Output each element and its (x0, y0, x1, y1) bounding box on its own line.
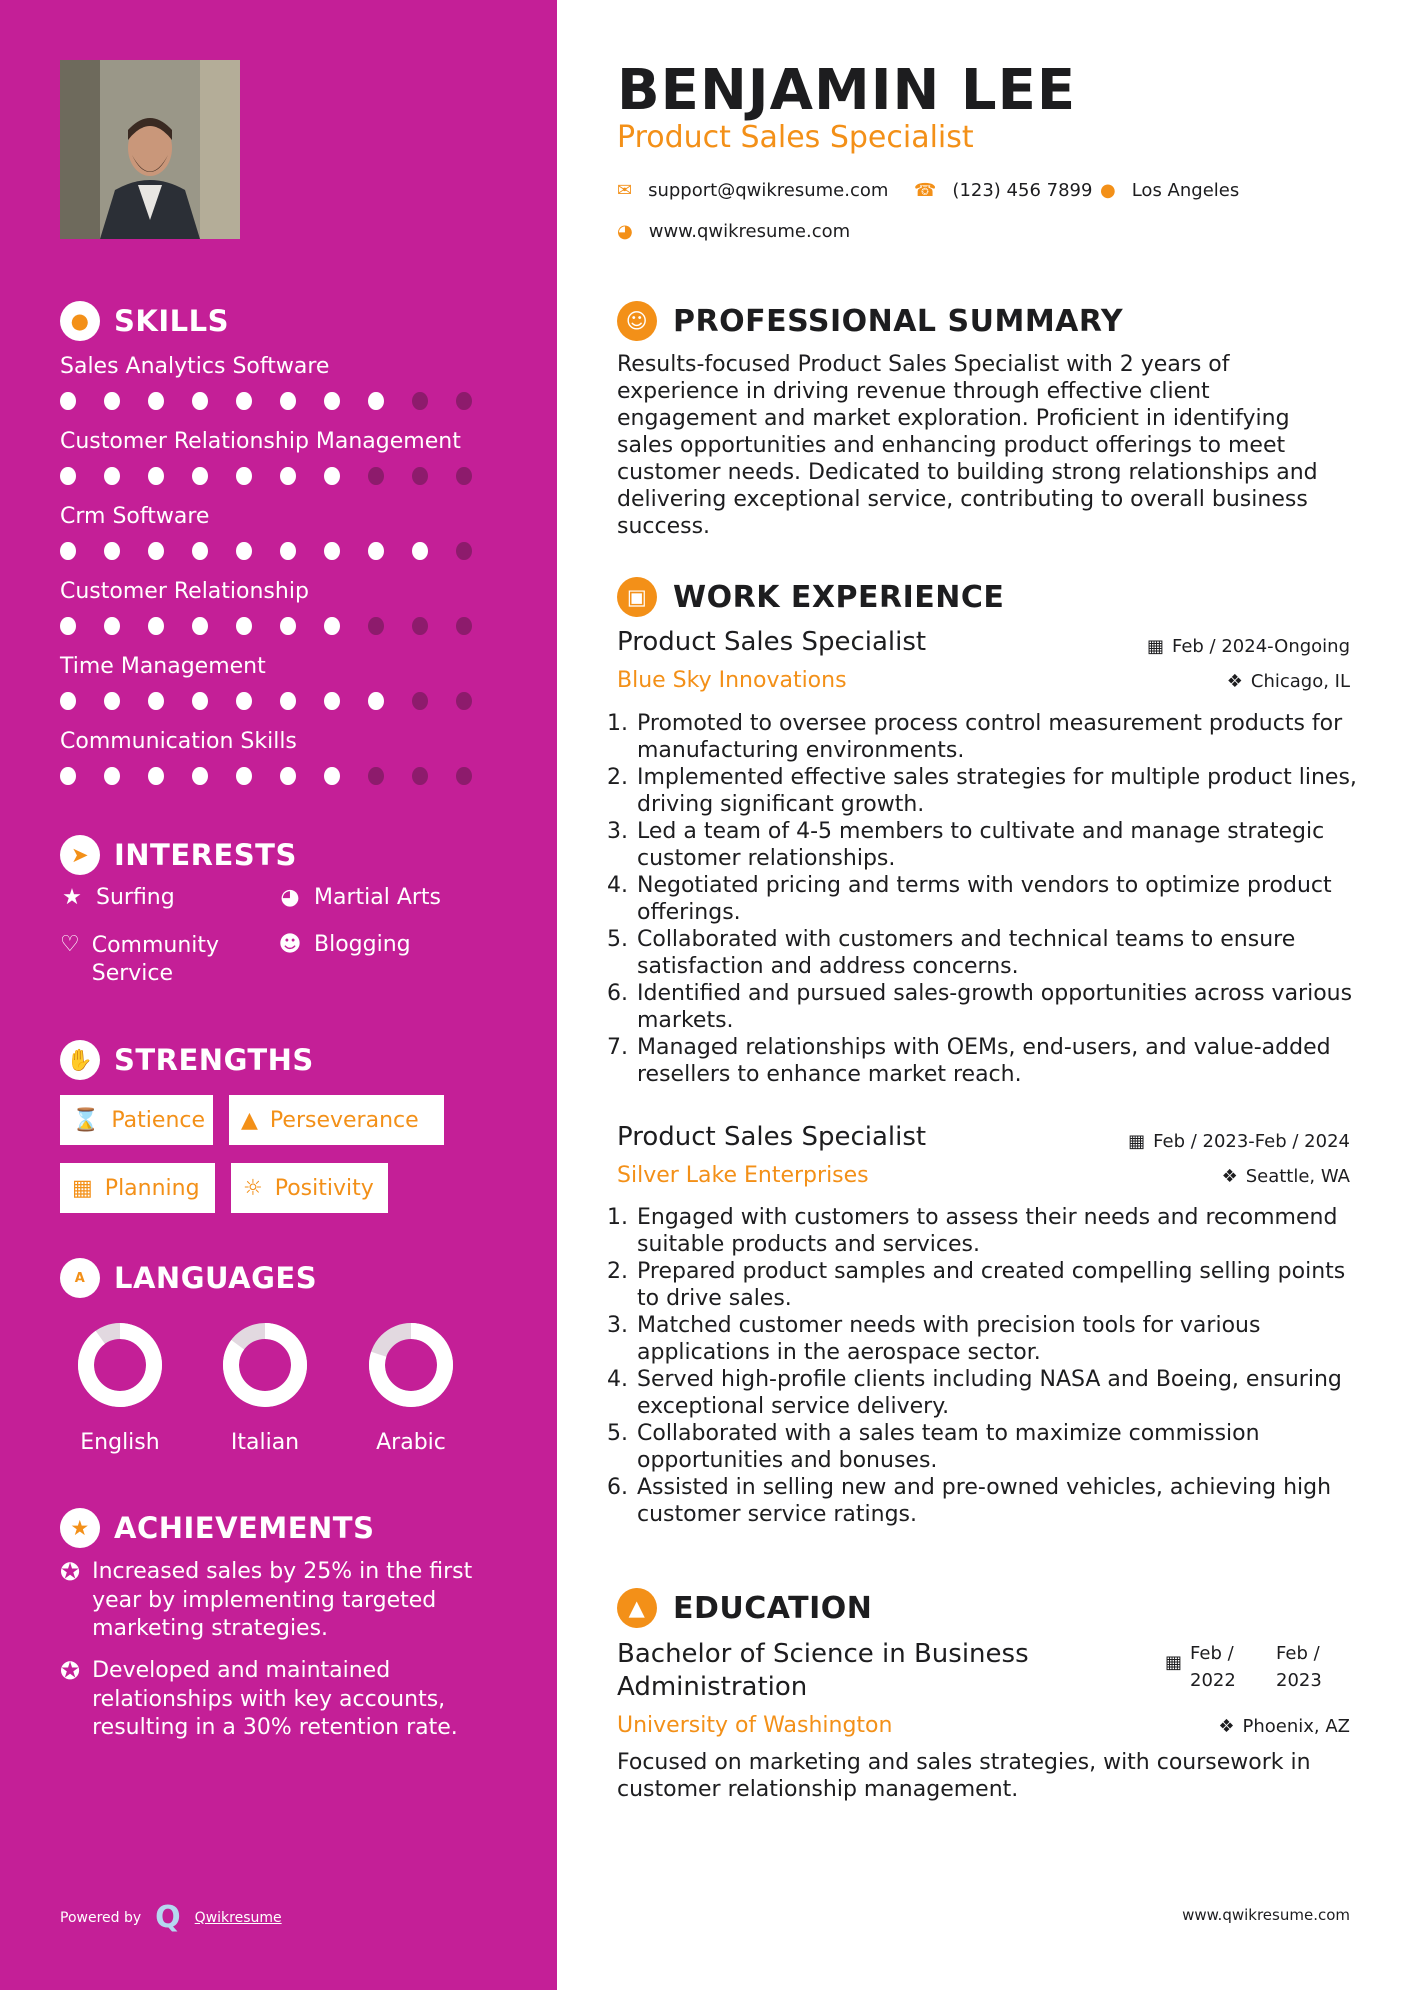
strength-chip (231, 1163, 388, 1213)
rating-dot (236, 767, 252, 785)
sun-icon: ☼ (243, 1175, 263, 1201)
website-text[interactable]: www.qwikresume.com (648, 221, 851, 242)
rating-dot (280, 617, 296, 635)
rating-dot (324, 542, 340, 560)
rating-dot (368, 542, 384, 560)
interest-label: Martial Arts (314, 885, 442, 910)
job-location (1222, 1166, 1350, 1187)
rating-dot (148, 692, 164, 710)
job-company: Blue Sky Innovations (617, 668, 847, 693)
rating-dot (280, 542, 296, 560)
strengths-title: STRENGTHS (114, 1043, 314, 1077)
school: University of Washington (617, 1713, 893, 1738)
rating-dot (280, 392, 296, 410)
fist-icon: ✋ (60, 1040, 100, 1080)
rating-dot (236, 467, 252, 485)
lightbulb-icon: ● (60, 301, 100, 341)
interest-label: Blogging (314, 932, 411, 957)
rating-dot (60, 767, 76, 785)
rating-dot (104, 392, 120, 410)
language-donut (220, 1320, 310, 1410)
rating-dot (456, 692, 472, 710)
star-badge-icon: ★ (60, 1508, 100, 1548)
strength-label: Positivity (274, 1175, 374, 1201)
skill-name: Time Management (60, 654, 266, 679)
sidebar (0, 0, 557, 1990)
rating-dot (324, 767, 340, 785)
bullet-item: 1. Engaged with customers to assess their needs and recommend suitable products and services. (635, 1204, 1370, 1258)
language-item (351, 1320, 471, 1455)
skill-name: Customer Relationship Management (60, 429, 461, 454)
strength-label: Perseverance (269, 1107, 419, 1133)
education-end: Feb / 2023 (1276, 1643, 1322, 1691)
experience-title: WORK EXPERIENCE (673, 579, 1005, 615)
users-icon: ☻ (278, 932, 302, 957)
rating-dot (368, 467, 384, 485)
rating-dot (412, 692, 428, 710)
skill-rating (60, 617, 500, 635)
graduation-icon: ▲ (617, 1588, 657, 1628)
powered-label: Powered by (60, 1909, 142, 1926)
language-name: Arabic (376, 1430, 446, 1455)
rating-dot (148, 542, 164, 560)
job-title: Product Sales Specialist (617, 1122, 927, 1152)
phone-text: (123) 456 7899 (952, 180, 1093, 201)
interests-title: INTERESTS (114, 838, 297, 872)
rating-dot (368, 392, 384, 410)
rating-dot (324, 392, 340, 410)
rating-dot (456, 467, 472, 485)
rating-dot (324, 467, 340, 485)
rating-dot (368, 617, 384, 635)
bullet-item: 2. Prepared product samples and created compelling selling points to drive sales. (635, 1258, 1370, 1312)
job-dates (1147, 636, 1350, 657)
languages-title: LANGUAGES (114, 1261, 318, 1295)
rating-dot (412, 542, 428, 560)
achievement-text: Developed and maintained relationships with key accounts, resulting in a 30% retention rate. (92, 1658, 458, 1740)
pushpin-icon: ❖ (1221, 1166, 1238, 1187)
qwikresume-link[interactable]: Qwikresume (194, 1909, 282, 1926)
rating-dot (60, 467, 76, 485)
rating-dot (236, 542, 252, 560)
rating-dot (60, 542, 76, 560)
rating-dot (412, 617, 428, 635)
degree: Bachelor of Science in Business Administration (617, 1639, 1029, 1702)
rating-dot (236, 392, 252, 410)
language-donut (75, 1320, 165, 1410)
candidate-name: BENJAMIN LEE (617, 58, 1077, 123)
bullet-item: 3. Matched customer needs with precision tools for various applications in the aerospace sector. (635, 1312, 1370, 1366)
language-donut (366, 1320, 456, 1410)
achievements-title: ACHIEVEMENTS (114, 1511, 375, 1545)
globe-icon: ◕ (280, 885, 300, 910)
candidate-role: Product Sales Specialist (617, 120, 974, 155)
strength-chip (60, 1095, 213, 1145)
language-name: English (80, 1430, 160, 1455)
skill-item (60, 352, 500, 410)
qwikresume-logo-icon: Q (155, 1900, 181, 1935)
rating-dot (104, 542, 120, 560)
skill-item (60, 577, 500, 635)
interests-heading (60, 835, 297, 875)
strength-chip (229, 1095, 444, 1145)
envelope-icon: ✉ (617, 180, 633, 201)
skill-name: Customer Relationship (60, 579, 309, 604)
email-text[interactable]: support@qwikresume.com (648, 180, 889, 201)
strength-label: Patience (111, 1107, 206, 1133)
achievement-text: Increased sales by 25% in the first year by implementing targeted marketing strategies. (92, 1559, 473, 1641)
education-title: EDUCATION (673, 1590, 873, 1626)
bullet-item: 2. Implemented effective sales strategies for multiple product lines, driving significant growth. (635, 764, 1370, 818)
interest-label: Community Service (91, 933, 220, 986)
skills-heading (60, 301, 229, 341)
achievement-item (60, 1657, 500, 1743)
languages-heading (60, 1258, 317, 1298)
job-location-text: Seattle, WA (1245, 1166, 1350, 1187)
experience-heading (617, 577, 1004, 617)
rating-dot (192, 542, 208, 560)
bullet-item: 5. Collaborated with a sales team to maximize commission opportunities and bonuses. (635, 1420, 1370, 1474)
education-heading (617, 1588, 872, 1628)
interest-item (278, 932, 411, 957)
rating-dot (456, 617, 472, 635)
location-text: Los Angeles (1131, 180, 1240, 201)
rating-dot (412, 767, 428, 785)
skill-rating (60, 542, 500, 560)
rating-dot (104, 692, 120, 710)
education-location (1218, 1716, 1350, 1737)
language-item (205, 1320, 325, 1455)
contact-email (617, 180, 888, 201)
education-text: Focused on marketing and sales strategies, with coursework in customer relationship management. (617, 1750, 1311, 1802)
job-location (1227, 671, 1350, 692)
job-bullets (617, 710, 1370, 1088)
briefcase-icon: ▣ (617, 577, 657, 617)
bullet-item: 3. Led a team of 4-5 members to cultivate and manage strategic customer relationships. (635, 818, 1370, 872)
bullet-item: 6. Identified and pursued sales-growth opportunities across various markets. (635, 980, 1370, 1034)
skill-name: Communication Skills (60, 729, 297, 754)
rating-dot (236, 617, 252, 635)
rating-dot (192, 392, 208, 410)
summary-title: PROFESSIONAL SUMMARY (673, 303, 1124, 339)
rating-dot (456, 767, 472, 785)
skill-rating (60, 692, 500, 710)
skills-title: SKILLS (114, 304, 229, 338)
pushpin-icon: ❖ (1218, 1716, 1235, 1737)
education-start: Feb / 2022 (1190, 1643, 1236, 1691)
profile-photo (60, 60, 240, 239)
road-icon: ▲ (241, 1107, 258, 1133)
strengths-heading (60, 1040, 314, 1080)
rating-dot (104, 617, 120, 635)
calendar-icon: ▦ (72, 1175, 93, 1201)
donut-fill (86, 1331, 154, 1399)
rating-dot (192, 467, 208, 485)
language-icon: A (60, 1258, 100, 1298)
contact-website (617, 221, 850, 242)
paper-plane-icon: ➤ (60, 835, 100, 875)
calendar-icon: ▦ (1128, 1131, 1146, 1152)
job-dates (1128, 1131, 1350, 1152)
job-company: Silver Lake Enterprises (617, 1163, 869, 1188)
pushpin-icon: ❖ (1226, 671, 1243, 692)
job-dates-text: Feb / 2023-Feb / 2024 (1153, 1131, 1350, 1152)
interest-label: Surfing (96, 885, 175, 910)
strength-label: Planning (104, 1175, 200, 1201)
job-title: Product Sales Specialist (617, 627, 927, 657)
bullet-item: 6. Assisted in selling new and pre-owned vehicles, achieving high customer service ratings. (635, 1474, 1370, 1528)
phone-icon: ☎ (914, 180, 937, 201)
skill-rating (60, 767, 500, 785)
bullet-item: 5. Collaborated with customers and technical teams to ensure satisfaction and address concerns. (635, 926, 1370, 980)
powered-by (60, 1900, 282, 1935)
rating-dot (236, 692, 252, 710)
rating-dot (324, 692, 340, 710)
contact-phone (914, 180, 1092, 201)
interest-item (60, 885, 175, 910)
language-name: Italian (230, 1430, 300, 1455)
bullet-item: 1. Promoted to oversee process control measurement products for manufacturing environments. (635, 710, 1370, 764)
skill-item (60, 502, 500, 560)
skill-rating (60, 392, 500, 410)
calendar-icon: ▦ (1165, 1652, 1183, 1673)
rating-dot (412, 392, 428, 410)
job-location-text: Chicago, IL (1250, 671, 1350, 692)
bullet-item: 4. Negotiated pricing and terms with vendors to optimize product offerings. (635, 872, 1370, 926)
shooting-star-icon: ✪ (60, 1558, 81, 1586)
rating-dot (368, 692, 384, 710)
rating-dot (280, 467, 296, 485)
rating-dot (148, 617, 164, 635)
skill-item (60, 652, 500, 710)
footer-url[interactable]: www.qwikresume.com (1182, 1906, 1350, 1924)
calendar-icon: ▦ (1146, 636, 1164, 657)
rating-dot (60, 392, 76, 410)
rating-dot (60, 617, 76, 635)
summary-heading (617, 301, 1123, 341)
interest-item (60, 932, 260, 988)
rating-dot (280, 767, 296, 785)
rating-dot (280, 692, 296, 710)
rating-dot (192, 767, 208, 785)
rating-dot (368, 767, 384, 785)
rating-dot (60, 692, 76, 710)
skill-item (60, 427, 500, 485)
rating-dot (324, 617, 340, 635)
rating-dot (192, 692, 208, 710)
language-item (60, 1320, 180, 1455)
job-dates-text: Feb / 2024-Ongoing (1171, 636, 1350, 657)
shooting-star-icon: ✪ (60, 1657, 81, 1685)
rating-dot (412, 467, 428, 485)
hourglass-icon: ⌛ (72, 1107, 100, 1133)
star-icon: ★ (62, 885, 82, 910)
rating-dot (148, 392, 164, 410)
globe-icon: ◕ (617, 221, 633, 242)
rating-dot (192, 617, 208, 635)
achievements-heading (60, 1508, 374, 1548)
skill-rating (60, 467, 500, 485)
contact-location (1100, 180, 1239, 201)
skill-name: Crm Software (60, 504, 210, 529)
rating-dot (148, 767, 164, 785)
rating-dot (104, 767, 120, 785)
skill-name: Sales Analytics Software (60, 354, 330, 379)
rating-dot (104, 467, 120, 485)
summary-text: Results-focused Product Sales Specialist with 2 years of experience in driving revenue through effective client engagement and market exploration. Proficient in identifying sales opportunities and enhancing product offerings to meet customer needs. Dedicated to building strong relationships and delivering exceptional service, contributing to overall business success. (617, 352, 1318, 539)
user-icon: ☺ (617, 301, 657, 341)
strength-chip (60, 1163, 215, 1213)
hand-icon: ♡ (60, 932, 80, 957)
education-dates (1165, 1640, 1336, 1694)
interest-item (278, 885, 441, 910)
bullet-item: 4. Served high-profile clients including NASA and Boeing, ensuring exceptional service delivery. (635, 1366, 1370, 1420)
rating-dot (148, 467, 164, 485)
achievement-item (60, 1558, 500, 1644)
rating-dot (456, 542, 472, 560)
map-pin-icon: ● (1100, 180, 1116, 201)
education-location-text: Phoenix, AZ (1242, 1716, 1350, 1737)
rating-dot (456, 392, 472, 410)
skill-item (60, 727, 500, 785)
bullet-item: 7. Managed relationships with OEMs, end-users, and value-added resellers to enhance market reach. (635, 1034, 1370, 1088)
job-bullets (617, 1204, 1370, 1528)
